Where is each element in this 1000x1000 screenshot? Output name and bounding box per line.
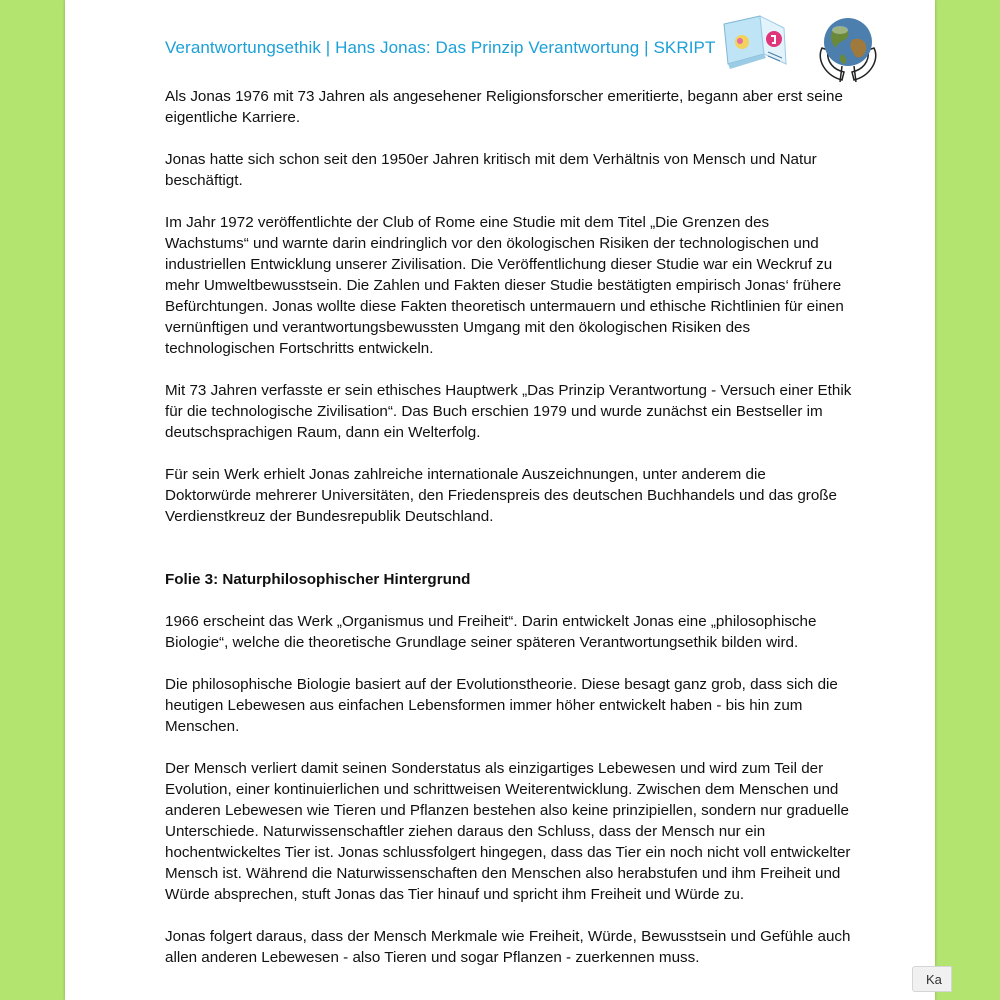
document-page xyxy=(65,0,935,1000)
book-logo-icon xyxy=(720,14,790,72)
paragraph: Jonas folgert daraus, dass der Mensch Merkmale wie Freiheit, Würde, Bewusstsein und Gefühle auch allen anderen Lebewesen - also Tieren und sogar Pflanzen - zuerkennen muss. xyxy=(165,928,851,966)
document-body xyxy=(165,86,855,989)
paragraph: Im Jahr 1972 veröffentlichte der Club of Rome eine Studie mit dem Titel „Die Grenzen des Wachstums“ und warnte darin eindringlich vor den ökologischen Risiken der technologischen und industriellen Entwicklung unserer Zivilisation. Die Veröffentlichung dieser Studie war ein Weckruf zu mehr Umweltbewusstsein. Die Zahlen und Fakten dieser Studie bestätigten empirisch Jonas‘ frühere Befürchtungen. Jonas wollte diese Fakten theoretisch untermauern und ethische Richtlinien für einen vernünftigen und verantwortungsbewussten Umgang mit den ökologischen Risiken des technologischen Fortschritts entwickeln. xyxy=(165,214,844,357)
paragraph: Mit 73 Jahren verfasste er sein ethisches Hauptwerk „Das Prinzip Verantwortung - Versuch einer Ethik für die technologische Zivilisation“. Das Buch erschien 1979 und wurde zunächst ein Bestseller im deutschsprachigen Raum, dann ein Welterfolg. xyxy=(165,382,852,441)
paragraph: Jonas hatte sich schon seit den 1950er Jahren kritisch mit dem Verhältnis von Mensch und Natur beschäftigt. xyxy=(165,151,817,189)
globe-in-hands-icon xyxy=(812,10,884,84)
section-heading: Folie 3: Naturphilosophischer Hintergrund xyxy=(165,571,471,588)
paragraph: Für sein Werk erhielt Jonas zahlreiche internationale Auszeichnungen, unter anderem die Doktorwürde mehrerer Universitäten, den Friedenspreis des deutschen Buchhandels und das große Verdienstkreuz der Bundesrepublik Deutschland. xyxy=(165,466,837,525)
paragraph: 1966 erscheint das Werk „Organismus und Freiheit“. Darin entwickelt Jonas eine „philosophische Biologie“, welche die theoretische Grundlage seiner späteren Verantwortungsethik bilden wird. xyxy=(165,613,817,651)
paragraph: Die philosophische Biologie basiert auf der Evolutionstheorie. Diese besagt ganz grob, dass sich die heutigen Lebewesen aus einfachen Lebensformen immer höher entwickelt haben - bis hin zum Menschen. xyxy=(165,676,838,735)
header-title: Verantwortungsethik | Hans Jonas: Das Prinzip Verantwortung | SKRIPT xyxy=(165,38,716,57)
side-tab-button[interactable]: Ka xyxy=(912,966,952,992)
paragraph: Als Jonas 1976 mit 73 Jahren als angesehener Religionsforscher emeritierte, begann aber erst seine eigentliche Karriere. xyxy=(165,88,843,126)
paragraph: Der Mensch verliert damit seinen Sonderstatus als einzigartiges Lebewesen und wird zum Teil der Evolution, einer kontinuierlichen und schrittweisen Weiterentwicklung. Zwischen dem Menschen und anderen Lebewesen wie Tieren und Pflanzen bestehen also keine prinzipiellen, sondern nur graduelle Unterschiede. Naturwissenschaftler ziehen daraus den Schluss, dass der Mensch nur ein hochentwickeltes Tier ist. Jonas schlussfolgert hingegen, dass das Tier ein noch nicht voll entwickelter Mensch ist. Während die Naturwissenschaften den Menschen also herabstufen und ihm Freiheit und Würde absprechen, stuft Jonas das Tier hinauf und spricht ihm Freiheit und Würde zu. xyxy=(165,760,851,903)
